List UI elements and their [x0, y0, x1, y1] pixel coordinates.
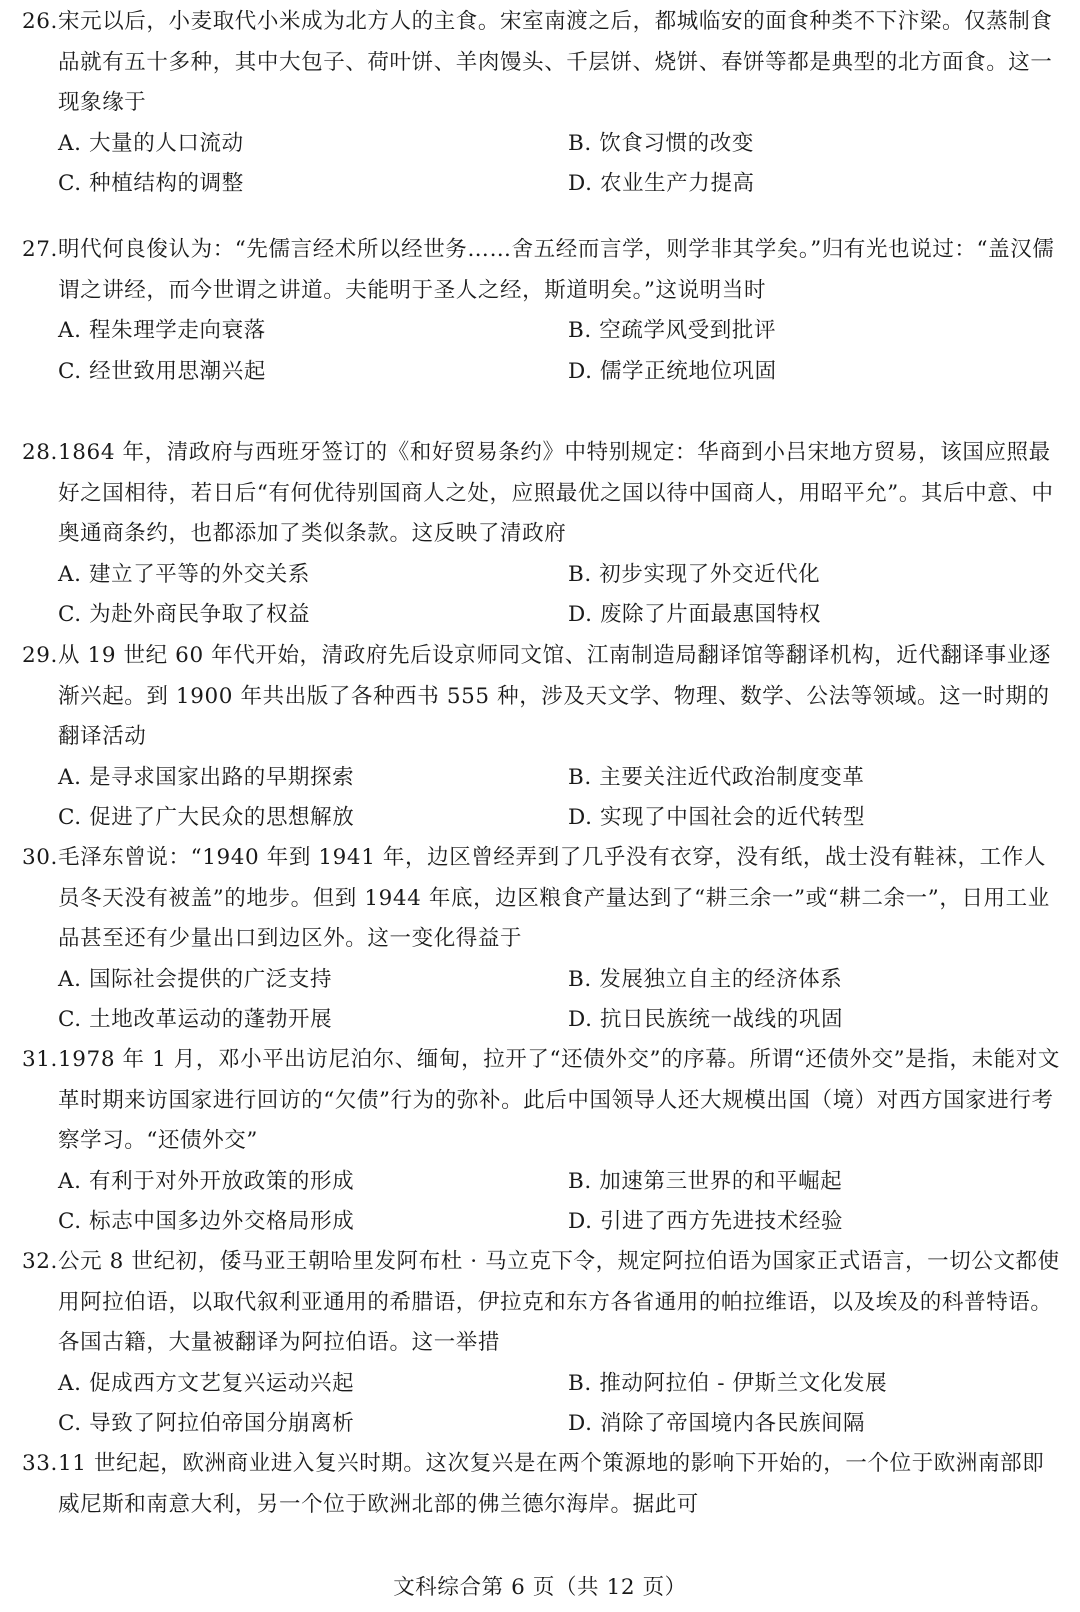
- option-a[interactable]: A. 程朱理学走向衰落: [58, 318, 266, 343]
- options: [58, 311, 1062, 392]
- option-d[interactable]: D. 废除了片面最惠国特权: [568, 602, 821, 627]
- question-stem: 明代何良俊认为：“先儒言经术所以经世务……舍五经而言学，则学非其学矣。”归有光也说过：“盖汉儒谓之讲经，而今世谓之讲道。夫能明于圣人之经，斯道明矣。”这说明当时: [58, 237, 1055, 303]
- question-number: 27.: [22, 237, 58, 262]
- question-28: [22, 433, 1062, 636]
- question-number: 30.: [22, 845, 58, 870]
- option-d[interactable]: D. 农业生产力提高: [568, 171, 755, 196]
- options: [58, 124, 1062, 205]
- question-stem: 毛泽东曾说：“1940 年到 1941 年，边区曾经弄到了几乎没有衣穿，没有纸，战士没有鞋袜，工作人员冬天没有被盖”的地步。但到 1944 年底，边区粮食产量达到了“耕三余一”或“耕二余一”，日用工业品甚至还有少量出口到边区外。这一变化得益于: [58, 845, 1050, 951]
- option-b[interactable]: B. 推动阿拉伯 - 伊斯兰文化发展: [568, 1370, 888, 1396]
- option-a[interactable]: A. 国际社会提供的广泛支持: [58, 966, 333, 992]
- question-26: [22, 2, 1062, 205]
- options: [58, 1162, 1062, 1243]
- question-stem: 1978 年 1 月，邓小平出访尼泊尔、缅甸，拉开了“还债外交”的序幕。所谓“还债外交”是指，未能对文革时期来访国家进行回访的“欠债”行为的弥补。此后中国领导人还大规模出国（境）对西方国家进行考察学习。“还债外交”: [58, 1047, 1060, 1153]
- option-c[interactable]: C. 土地改革运动的蓬勃开展: [58, 1007, 333, 1032]
- question-stem: 1864 年，清政府与西班牙签订的《和好贸易条约》中特别规定：华商到小吕宋地方贸易，该国应照最好之国相待，若日后“有何优待别国商人之处，应照最优之国以待中国商人，用昭平允”。其后中意、中奥通商条约，也都添加了类似条款。这反映了清政府: [58, 440, 1054, 546]
- question-number: 29.: [22, 643, 58, 668]
- option-d[interactable]: D. 消除了帝国境内各民族间隔: [568, 1411, 866, 1436]
- option-d[interactable]: D. 抗日民族统一战线的巩固: [568, 1007, 844, 1032]
- question-number: 33.: [22, 1451, 58, 1476]
- question-stem: 公元 8 世纪初，倭马亚王朝哈里发阿布杜 · 马立克下令，规定阿拉伯语为国家正式语言，一切公文都使用阿拉伯语，以取代叙利亚通用的希腊语，伊拉克和东方各省通用的帕拉维语，以及埃及的科普特语。各国古籍，大量被翻译为阿拉伯语。这一举措: [58, 1249, 1060, 1355]
- option-a[interactable]: A. 促成西方文艺复兴运动兴起: [58, 1370, 355, 1396]
- options: [58, 555, 1062, 636]
- option-b[interactable]: B. 空疏学风受到批评: [568, 318, 777, 343]
- question-30: [22, 838, 1062, 1041]
- question-number: 28.: [22, 440, 58, 465]
- option-d[interactable]: D. 引进了西方先进技术经验: [568, 1209, 844, 1234]
- option-b[interactable]: B. 主要关注近代政治制度变革: [568, 764, 865, 790]
- question-31: [22, 1040, 1062, 1243]
- option-a[interactable]: A. 建立了平等的外交关系: [58, 561, 310, 587]
- option-d[interactable]: D. 儒学正统地位巩固: [568, 358, 777, 384]
- question-number: 26.: [22, 9, 58, 34]
- option-c[interactable]: C. 为赴外商民争取了权益: [58, 602, 311, 627]
- question-stem: 从 19 世纪 60 年代开始，清政府先后设京师同文馆、江南制造局翻译馆等翻译机构，近代翻译事业逐渐兴起。到 1900 年共出版了各种西书 555 种，涉及天文学、物理、数学、公法等领域。这一时期的翻译活动: [58, 643, 1051, 749]
- question-number: 31.: [22, 1047, 58, 1072]
- option-c[interactable]: C. 经世致用思潮兴起: [58, 358, 266, 384]
- option-b[interactable]: B. 饮食习惯的改变: [568, 130, 754, 156]
- options: [58, 1364, 1062, 1445]
- option-a[interactable]: A. 是寻求国家出路的早期探索: [58, 764, 355, 790]
- question-27: [22, 230, 1062, 392]
- option-b[interactable]: B. 加速第三世界的和平崛起: [568, 1168, 843, 1194]
- option-a[interactable]: A. 大量的人口流动: [58, 130, 244, 156]
- option-a[interactable]: A. 有利于对外开放政策的形成: [58, 1168, 355, 1194]
- option-b[interactable]: B. 发展独立自主的经济体系: [568, 966, 843, 992]
- options: [58, 758, 1062, 839]
- page-footer: 文科综合第 6 页（共 12 页）: [393, 1575, 687, 1600]
- option-c[interactable]: C. 种植结构的调整: [58, 171, 244, 196]
- question-stem: 宋元以后，小麦取代小米成为北方人的主食。宋室南渡之后，都城临安的面食种类不下汴梁。仅蒸制食品就有五十多种，其中大包子、荷叶饼、羊肉馒头、千层饼、烧饼、春饼等都是典型的北方面食。这一现象缘于: [58, 9, 1053, 115]
- question-29: [22, 636, 1062, 839]
- question-32: [22, 1242, 1062, 1445]
- options: [58, 960, 1062, 1041]
- question-number: 32.: [22, 1249, 58, 1274]
- question-33: [22, 1444, 1062, 1525]
- option-c[interactable]: C. 促进了广大民众的思想解放: [58, 805, 355, 830]
- question-stem: 11 世纪起，欧洲商业进入复兴时期。这次复兴是在两个策源地的影响下开始的，一个位于欧洲南部即威尼斯和南意大利，另一个位于欧洲北部的佛兰德尔海岸。据此可: [58, 1451, 1045, 1517]
- option-d[interactable]: D. 实现了中国社会的近代转型: [568, 805, 866, 830]
- option-c[interactable]: C. 标志中国多边外交格局形成: [58, 1209, 355, 1234]
- option-b[interactable]: B. 初步实现了外交近代化: [568, 561, 821, 587]
- option-c[interactable]: C. 导致了阿拉伯帝国分崩离析: [58, 1411, 355, 1436]
